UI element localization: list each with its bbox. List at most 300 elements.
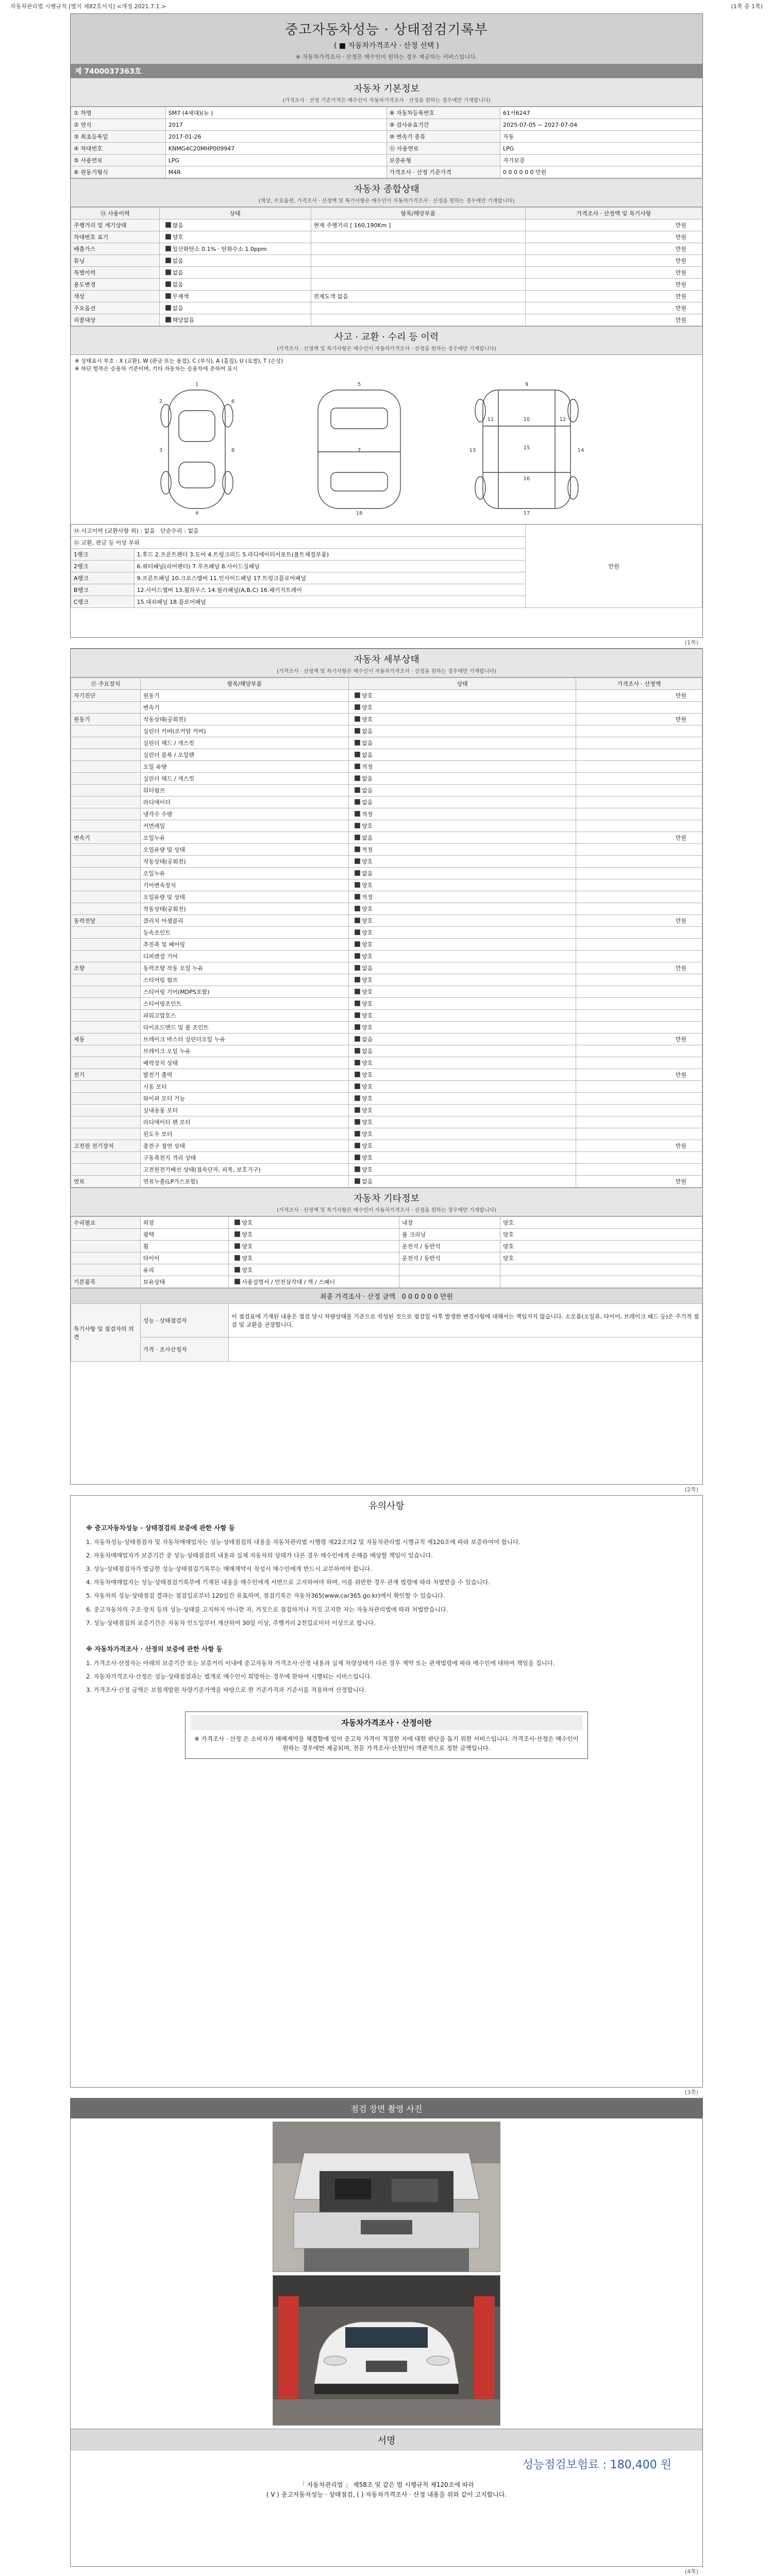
notes-body	[71, 1513, 702, 1702]
table-row	[71, 927, 702, 939]
status-value: 없음	[172, 258, 183, 264]
checkbox-icon[interactable]	[165, 317, 171, 323]
checkbox-icon[interactable]	[355, 882, 360, 888]
device-name	[71, 1045, 141, 1057]
part-price: 만원	[576, 832, 702, 844]
checkbox-icon[interactable]	[355, 965, 360, 971]
note-item: 3. 성능·상태점검자가 발급한 성능·상태점검기록부는 매매계약서 작성시 매수인에게 반드시 교부하여야 합니다.	[86, 1565, 372, 1573]
part-state-cell	[349, 939, 576, 951]
part-state: 없음	[362, 1048, 373, 1055]
part-state: 없음	[362, 775, 373, 782]
part-number-label: 6	[231, 399, 235, 404]
checkbox-icon[interactable]	[355, 1095, 360, 1101]
table-row	[71, 702, 702, 714]
part-number-label: 4	[195, 511, 199, 516]
detail-status-subtitle: (가격조사 · 산정액 및 특기사항은 매수인이 자동차가격조사 · 산정을 원하는 경우에만 기재합니다)	[71, 667, 702, 677]
part-price	[576, 820, 702, 832]
device-name	[71, 737, 141, 749]
table-row	[71, 725, 702, 737]
other-state: 양호	[242, 1231, 253, 1238]
part-name: 스티어링조인트	[140, 998, 348, 1010]
status-item: 특별이력	[71, 267, 160, 279]
part-price	[576, 785, 702, 796]
checkbox-icon[interactable]	[355, 704, 360, 710]
field-value: 2017-01-26	[165, 131, 386, 143]
part-name: 브레이크 마스터 실린더오일 누유	[140, 1033, 348, 1045]
checkbox-icon[interactable]	[355, 918, 360, 923]
part-price	[576, 761, 702, 773]
appraiser-label: 가격 · 조사산정자	[140, 1337, 229, 1362]
footer-line-1: 「 자동차관리법 」 제58조 및 같은 법 시행규칙 제120조에 따라	[299, 2481, 474, 2488]
checkbox-icon[interactable]	[355, 929, 360, 935]
note-item: 7. 성능·상태점검의 보증기간은 자동차 인도일부터 계산하여 30일 이상, 주행거리 2천킬로미터 이상으로 합니다.	[86, 1619, 376, 1626]
car-outer-rear-window	[179, 462, 215, 488]
overall-status-title: 자동차 종합상태	[71, 178, 702, 196]
checkbox-icon[interactable]	[355, 728, 360, 734]
part-state: 양호	[362, 858, 373, 865]
accident-history: ⑭ 사고이력 (교환사항 외) : 없음	[74, 528, 155, 534]
rank-label: A랭크	[71, 572, 135, 584]
other-state-2: 양호	[500, 1241, 702, 1252]
device-name	[71, 725, 141, 737]
checkbox-icon[interactable]	[165, 293, 171, 299]
detail-status-title: 자동차 세부상태	[71, 649, 702, 667]
part-price	[576, 974, 702, 986]
page-3	[70, 1495, 703, 2096]
table-row	[71, 737, 702, 749]
engine-bay-photo	[273, 2122, 500, 2272]
signature-title: 서명	[71, 2429, 702, 2451]
other-state-2: 양호	[500, 1252, 702, 1264]
field-value: 0 0 0 0 0 0 만원	[500, 166, 702, 178]
part-price	[576, 1010, 702, 1022]
page-4	[70, 2098, 703, 2575]
checkbox-icon[interactable]	[355, 799, 360, 805]
checkbox-icon[interactable]	[355, 906, 360, 911]
car-wheel	[223, 404, 233, 427]
engine-bay-photo-image	[273, 2122, 500, 2272]
device-name	[71, 998, 141, 1010]
other-state: 양호	[242, 1243, 253, 1250]
part-name: 라디에이터	[140, 796, 348, 808]
status-price: 만원	[526, 231, 702, 243]
checkbox-icon[interactable]	[165, 222, 171, 228]
part-name: 추진축 및 베어링	[140, 939, 348, 951]
note-item: 6. 중고자동차의 구조·장치 등의 성능·상태를 고지하지 아니한 자, 거짓으로 점검하거나 거짓 고지한 자는 자동차관리법에 따라 처벌받습니다.	[86, 1605, 448, 1613]
part-price	[576, 808, 702, 820]
other-group	[71, 1264, 141, 1276]
part-state: 양호	[362, 906, 373, 912]
part-price	[576, 856, 702, 868]
page-number: (2쪽)	[684, 1486, 698, 1493]
table-row	[71, 1152, 702, 1164]
status-value-cell	[159, 219, 311, 231]
device-name	[71, 1152, 141, 1164]
checkbox-icon[interactable]	[355, 1024, 360, 1030]
field-value: 61서6247	[500, 107, 702, 119]
front-view-photo	[273, 2275, 500, 2426]
other-item: 유리	[140, 1264, 229, 1276]
part-state: 없음	[362, 965, 373, 972]
car-top-rear-glass	[331, 472, 388, 491]
part-number-label: 12	[559, 417, 566, 422]
status-item: 주행거리 및 계기상태	[71, 219, 160, 231]
part-name: 원동기	[140, 690, 348, 702]
part-price	[576, 773, 702, 785]
field-value: 자가보증	[500, 155, 702, 166]
device-name: 고전원 전기장치	[71, 1140, 141, 1152]
status-item: 차대번호 표기	[71, 231, 160, 243]
checkbox-icon[interactable]	[355, 1166, 360, 1172]
other-item-2	[399, 1264, 500, 1276]
checkbox-icon[interactable]	[355, 692, 360, 698]
part-state: 양호	[362, 716, 373, 723]
overall-status-table	[71, 207, 702, 326]
status-price: 만원	[526, 219, 702, 231]
checkbox-icon[interactable]	[165, 269, 171, 275]
column-header: 상태	[349, 678, 576, 690]
part-state: 양호	[362, 1107, 373, 1114]
part-state-cell	[349, 796, 576, 808]
part-price	[576, 986, 702, 998]
field-label: ⑨ 검사유효기간	[386, 119, 500, 131]
status-detail	[311, 255, 526, 267]
part-price	[576, 891, 702, 903]
insurance-fee-value: 180,400 원	[610, 2459, 671, 2471]
table-row	[71, 832, 702, 844]
checkbox-icon[interactable]	[355, 1060, 360, 1065]
checkbox-icon[interactable]	[355, 1155, 360, 1160]
checkbox-icon[interactable]	[165, 258, 171, 263]
status-item: 주요옵션	[71, 302, 160, 314]
rank-label: 2랭크	[71, 561, 135, 572]
status-price: 만원	[526, 302, 702, 314]
table-row	[71, 1045, 702, 1057]
part-state: 없음	[362, 870, 373, 877]
part-name: 타이로드엔드 및 볼 조인트	[140, 1022, 348, 1033]
car-wheel	[568, 399, 578, 422]
table-row	[71, 998, 702, 1010]
other-info-title: 자동차 기타정보	[71, 1188, 702, 1206]
checkbox-icon[interactable]	[355, 764, 360, 769]
part-state-cell	[349, 832, 576, 844]
part-price	[576, 879, 702, 891]
part-price	[576, 868, 702, 879]
device-name: 자기진단	[71, 690, 141, 702]
part-name: 실린더 커버(로커암 커버)	[140, 725, 348, 737]
final-price-title: 최종 가격조사 · 산정 금액	[320, 1293, 396, 1301]
part-price: 만원	[576, 1176, 702, 1188]
status-detail	[311, 243, 526, 255]
part-state-cell	[349, 856, 576, 868]
other-item-2	[399, 1276, 500, 1288]
part-state-cell	[349, 1152, 576, 1164]
part-price	[576, 927, 702, 939]
accident-history-title: 사고 · 교환 · 수리 등 이력	[71, 326, 702, 344]
page-1	[70, 13, 703, 646]
part-state: 양호	[362, 1001, 373, 1007]
table-row	[71, 690, 702, 702]
table-row	[71, 219, 702, 231]
checkbox-icon[interactable]	[355, 787, 360, 793]
checkbox-icon[interactable]	[355, 1048, 360, 1054]
status-code-note: ※ 하단 항목은 승용차 기준이며, 기타 자동차는 승용차에 준하여 표시	[75, 366, 238, 372]
part-state: 양호	[362, 1012, 373, 1019]
checkbox-icon[interactable]	[355, 953, 360, 959]
part-state-cell	[349, 998, 576, 1010]
status-detail	[311, 302, 526, 314]
status-price: 만원	[526, 243, 702, 255]
part-state: 양호	[362, 1072, 373, 1078]
basic-info-title: 자동차 기본정보	[71, 78, 702, 96]
table-row	[71, 1116, 702, 1128]
checkbox-icon[interactable]	[355, 870, 360, 876]
part-number-label: 18	[356, 511, 363, 516]
checkbox-icon[interactable]	[234, 1255, 240, 1261]
part-name: 실린더 헤드 / 개스킷	[140, 737, 348, 749]
field-label: ⑩ 변속기 종류	[386, 131, 500, 143]
part-number-label: 2	[159, 399, 163, 404]
part-price	[576, 1057, 702, 1069]
checkbox-icon[interactable]	[165, 246, 171, 251]
table-row	[71, 1022, 702, 1033]
table-row	[71, 1337, 702, 1362]
column-header: 가격조사 · 산정액 및 특기사항	[526, 208, 702, 219]
appraiser-notes	[229, 1337, 702, 1362]
checkbox-icon[interactable]	[165, 234, 171, 240]
checkbox-icon[interactable]	[355, 835, 360, 840]
field-label: ② 연식	[71, 119, 166, 131]
part-number-label: 7	[357, 448, 361, 453]
table-row	[71, 1057, 702, 1069]
rank-items: 9.프론트패널 10.크로스멤버 11.인사이드패널 17.트렁크플로어패널	[134, 572, 526, 584]
part-price	[576, 1105, 702, 1116]
part-state-cell	[349, 761, 576, 773]
checkbox-icon[interactable]	[234, 1279, 240, 1284]
rank-items: 15.대쉬패널 18.플로어패널	[134, 596, 526, 608]
checkbox-icon[interactable]	[355, 1001, 360, 1006]
part-state-cell	[349, 820, 576, 832]
checkbox-icon[interactable]	[355, 811, 360, 817]
part-price: 만원	[576, 690, 702, 702]
table-row	[71, 302, 702, 314]
device-name	[71, 749, 141, 761]
other-item-2: 운전석 / 동반석	[399, 1252, 500, 1264]
car-outline-diagram	[71, 375, 702, 524]
part-state-cell	[349, 1116, 576, 1128]
notes-heading-2: ※ 자동차가격조사 · 산정의 보증에 관한 사항 등	[86, 1645, 223, 1653]
appraisal-info-body: ※ 가격조사 · 산정 은 소비자가 매매계약을 체결함에 있어 중고차 가격이 적절한 지에 대한 판단을 돕기 위한 서비스입니다. 가격조사·산정은 매수인이 원하는 경우에만 제공되며, 전문 가격조사·산정인이 객관적으로 정한 금액입니다.	[194, 1735, 579, 1752]
checkbox-icon[interactable]	[234, 1267, 240, 1273]
device-name	[71, 1116, 141, 1128]
status-value: 없음	[172, 281, 183, 288]
other-state: 양호	[242, 1219, 253, 1226]
checkbox-icon[interactable]	[355, 1178, 360, 1184]
column-header: 항목/해당부품	[311, 208, 526, 219]
checkbox-icon[interactable]	[355, 989, 360, 994]
part-number-label: 16	[523, 476, 530, 482]
table-row	[71, 231, 702, 243]
checkbox-icon[interactable]	[355, 941, 360, 947]
status-detail	[311, 267, 526, 279]
checkbox-icon[interactable]	[355, 977, 360, 982]
vehicle-damage-diagram	[71, 375, 702, 524]
checkbox-icon[interactable]	[355, 1083, 360, 1089]
status-value: 없음	[172, 305, 183, 312]
basic-info-subtitle: (가격조사 · 산정 기준가격은 매수인이 자동차가격조사 · 산정을 원하는 경우에만 기재합니다)	[71, 96, 702, 107]
device-name: 연료	[71, 1176, 141, 1188]
device-name	[71, 796, 141, 808]
appraisal-info-box	[185, 1711, 588, 1759]
column-header: 항목/해당부품	[140, 678, 348, 690]
device-name	[71, 856, 141, 868]
other-group: 기본품목	[71, 1276, 141, 1288]
part-name: 워터펌프	[140, 785, 348, 796]
checkbox-icon[interactable]	[355, 894, 360, 900]
field-value: KNMG4C20MHP009947	[165, 143, 386, 155]
status-value: 일산화탄소 0.1% · 탄화수소 1.0ppm	[172, 246, 267, 252]
checkbox-icon[interactable]	[165, 305, 171, 311]
part-state: 양호	[362, 1119, 373, 1126]
table-row	[71, 749, 702, 761]
notes-title: 유의사항	[71, 1496, 702, 1513]
part-state-cell	[349, 1176, 576, 1188]
checkbox-icon[interactable]	[234, 1243, 240, 1249]
checkbox-icon[interactable]	[355, 716, 360, 722]
table-row	[71, 962, 702, 974]
part-state-cell	[349, 974, 576, 986]
note-item: 2. 자동차매매업자가 보증기간 중 성능·상태점검의 내용과 실제 자동차의 상태가 다른 경우 매수인에게 손해를 배상할 책임이 있습니다.	[86, 1552, 433, 1559]
device-name	[71, 927, 141, 939]
other-group	[71, 1252, 141, 1264]
page-2	[70, 648, 703, 1493]
checkbox-icon[interactable]	[234, 1231, 240, 1237]
table-row	[71, 243, 702, 255]
insurance-fee-label: 성능점검보험료 :	[522, 2459, 607, 2471]
status-price: 만원	[526, 279, 702, 291]
table-row	[71, 279, 702, 291]
part-state: 없음	[362, 1178, 373, 1185]
part-state: 적정	[362, 846, 373, 853]
part-state-cell	[349, 915, 576, 927]
part-state: 양호	[362, 882, 373, 889]
checkbox-icon[interactable]	[355, 823, 360, 828]
part-name: 등속조인트	[140, 927, 348, 939]
status-value: 없음	[172, 269, 183, 276]
checkbox-icon[interactable]	[355, 752, 360, 757]
part-state: 양호	[362, 692, 373, 699]
car-wheel	[475, 477, 485, 499]
status-value: 양호	[172, 234, 183, 241]
rank-items: 1.후드 2.프론트펜더 3.도어 4.트렁크리드 5.라디에이터서포트(볼트체결부품)	[134, 549, 526, 561]
checkbox-icon[interactable]	[234, 1219, 240, 1225]
part-state: 양호	[362, 918, 373, 924]
part-name: 기어변속장치	[140, 879, 348, 891]
other-item-2: 룸 크리닝	[399, 1229, 500, 1241]
part-name: 발전기 출력	[140, 1069, 348, 1081]
checkbox-icon[interactable]	[355, 846, 360, 852]
checkbox-icon[interactable]	[355, 1072, 360, 1077]
column-header: 가격조사 · 산정액	[576, 678, 702, 690]
rank-items: 12.사이드멤버 13.휠하우스 14.필러패널(A,B,C) 16.패키지트레이	[134, 584, 526, 596]
part-name: 변속기	[140, 702, 348, 714]
other-state-2	[500, 1276, 702, 1288]
part-number-label: 9	[525, 382, 529, 387]
device-name	[71, 1010, 141, 1022]
status-value-cell	[159, 302, 311, 314]
field-label: ③ 최초등록일	[71, 131, 166, 143]
part-state-cell	[349, 903, 576, 915]
form-page-count: (1쪽 중 1쪽)	[731, 3, 763, 10]
table-row	[71, 166, 702, 178]
checkbox-icon[interactable]	[355, 1012, 360, 1018]
table-row	[71, 986, 702, 998]
part-state-cell	[349, 1033, 576, 1045]
other-item: 광택	[140, 1229, 229, 1241]
part-price	[576, 1081, 702, 1093]
device-name	[71, 879, 141, 891]
table-row	[71, 951, 702, 962]
part-name: 스티어링 펌프	[140, 974, 348, 986]
status-value: 해당없음	[172, 317, 195, 324]
status-price: 만원	[526, 314, 702, 326]
accident-history-subtitle: (가격조사 · 산정액 및 특기사항은 매수인이 자동차가격조사 · 산정을 원하는 경우에만 기재합니다)	[71, 344, 702, 355]
device-name: 조향	[71, 962, 141, 974]
part-name: 연료누출(LP가스포함)	[140, 1176, 348, 1188]
part-price: 만원	[576, 915, 702, 927]
part-state: 적정	[362, 764, 373, 770]
part-price	[576, 702, 702, 714]
device-name	[71, 844, 141, 856]
part-name: 오일 유량	[140, 761, 348, 773]
checkbox-icon[interactable]	[355, 1143, 360, 1148]
front-view-photo-image	[273, 2276, 500, 2425]
part-name: 작동상태(공회전)	[140, 714, 348, 725]
part-state: 없음	[362, 835, 373, 841]
device-name: 전기	[71, 1069, 141, 1081]
field-label: 가격조사 · 산정 기준가격	[386, 166, 500, 178]
other-state-2: 양호	[500, 1217, 702, 1229]
note-item: 5. 자동차의 성능·상태점검 결과는 점검일로부터 120일간 유효하며, 점검기록은 자동차365(www.car365.go.kr)에서 확인할 수 있습니다.	[86, 1592, 445, 1600]
status-value-cell	[159, 291, 311, 302]
part-state-cell	[349, 737, 576, 749]
other-state-cell	[229, 1264, 399, 1276]
checkbox-icon[interactable]	[355, 740, 360, 745]
device-name	[71, 1022, 141, 1033]
final-price-value: 0 0 0 0 0 0 만원	[401, 1293, 453, 1301]
part-state-cell	[349, 690, 576, 702]
status-detail: 전체도색 없음	[311, 291, 526, 302]
other-state: 양호	[242, 1267, 253, 1274]
device-name	[71, 761, 141, 773]
car-wheel	[161, 404, 171, 427]
overall-status-rows	[71, 219, 702, 326]
table-row	[71, 143, 702, 155]
accident-price: 만원	[526, 525, 702, 608]
table-header-row	[71, 208, 702, 219]
checkbox-icon[interactable]	[355, 1131, 360, 1137]
checkbox-icon[interactable]	[355, 1107, 360, 1113]
part-price: 만원	[576, 962, 702, 974]
device-name	[71, 891, 141, 903]
checkbox-icon[interactable]	[355, 775, 360, 781]
checkbox-icon[interactable]	[355, 858, 360, 864]
checkbox-icon[interactable]	[355, 1119, 360, 1125]
page-number: (1쪽)	[684, 639, 698, 646]
checkbox-icon[interactable]	[355, 1036, 360, 1042]
checkbox-icon[interactable]	[165, 281, 171, 287]
device-name: 동력전달	[71, 915, 141, 927]
